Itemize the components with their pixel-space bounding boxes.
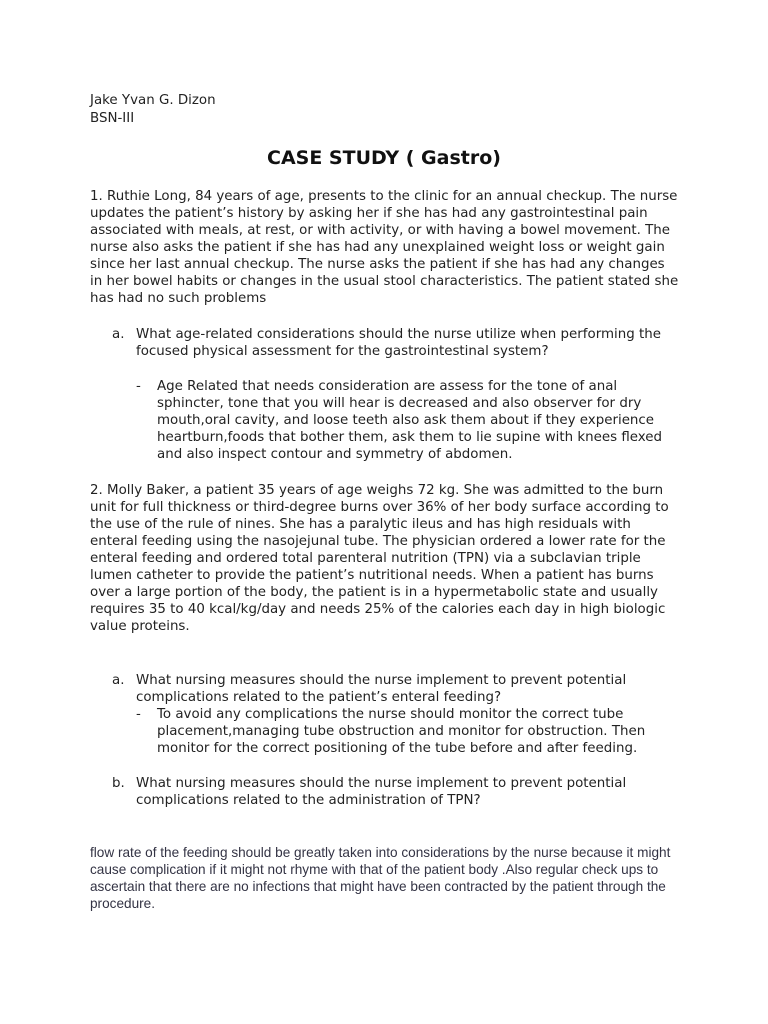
page-title: CASE STUDY ( Gastro) <box>267 147 501 169</box>
case-2-answer-a <box>136 706 676 757</box>
case-2-question-b <box>112 775 672 809</box>
list-marker: b. <box>112 776 125 791</box>
case-2-paragraph: 2. Molly Baker, a patient 35 years of age weighs 72 kg. She was admitted to the burn unit for full thickness or third-degree burns over 36% of her body surface according to the use of the rule of nines. She has a paralytic ileus and has high residuals with enteral feeding using the nasojejunal tube. The physician ordered a lower rate for the enteral feeding and ordered total parenteral nutrition (TPN) via a subclavian triple lumen catheter to provide the patient’s nutritional needs. When a patient has burns over a large portion of the body, the patient is in a hypermetabolic state and usually requires 35 to 40 kcal/kg/day and needs 25% of the calories each day in high biologic value proteins. <box>90 483 669 634</box>
list-marker: a. <box>112 673 125 688</box>
question-text: What age-related considerations should the nurse utilize when performing the focused physical assessment for the gastrointestinal system? <box>136 327 661 359</box>
case-1-question-a <box>112 326 672 360</box>
question-text: What nursing measures should the nurse implement to prevent potential complications related to the patient’s enteral feeding? <box>136 673 627 705</box>
list-marker: a. <box>112 327 125 342</box>
list-marker: - <box>136 707 141 722</box>
question-text: What nursing measures should the nurse implement to prevent potential complications related to the administration of TPN? <box>136 776 627 808</box>
answer-text: Age Related that needs consideration are assess for the tone of anal sphincter, tone that you will hear is decreased and also observer for dry mouth,oral cavity, and loose teeth also ask them about if they experience heartburn,foods that bother them, ask them to lie supine with knees flexed and also inspect contour and symmetry of abdomen. <box>157 379 663 462</box>
case-2-answer-b: flow rate of the feeding should be greatly taken into considerations by the nurse because it might cause complication if it might not rhyme with that of the patient body .Also regular check ups to ascertain that there are no infections that might have been contracted by the patient through the procedure. <box>90 845 671 911</box>
author-block <box>90 92 216 128</box>
answer-text: To avoid any complications the nurse should monitor the correct tube placement,managing tube obstruction and monitor for obstruction. Then monitor for the correct positioning of the tube before and after feeding. <box>157 707 646 756</box>
list-marker: - <box>136 379 141 394</box>
author-level: BSN-III <box>90 111 135 126</box>
case-1-answer-a <box>136 378 676 463</box>
case-2-question-a <box>112 672 672 706</box>
case-1-paragraph: 1. Ruthie Long, 84 years of age, presents to the clinic for an annual checkup. The nurse updates the patient’s history by asking her if she has had any gastrointestinal pain associated with meals, at rest, or with activity, or with having a bowel movement. The nurse also asks the patient if she has had any unexplained weight loss or weight gain since her last annual checkup. The nurse asks the patient if she has had any changes in her bowel habits or changes in the usual stool characteristics. The patient stated she has had no such problems <box>90 189 679 306</box>
author-name: Jake Yvan G. Dizon <box>90 93 216 108</box>
